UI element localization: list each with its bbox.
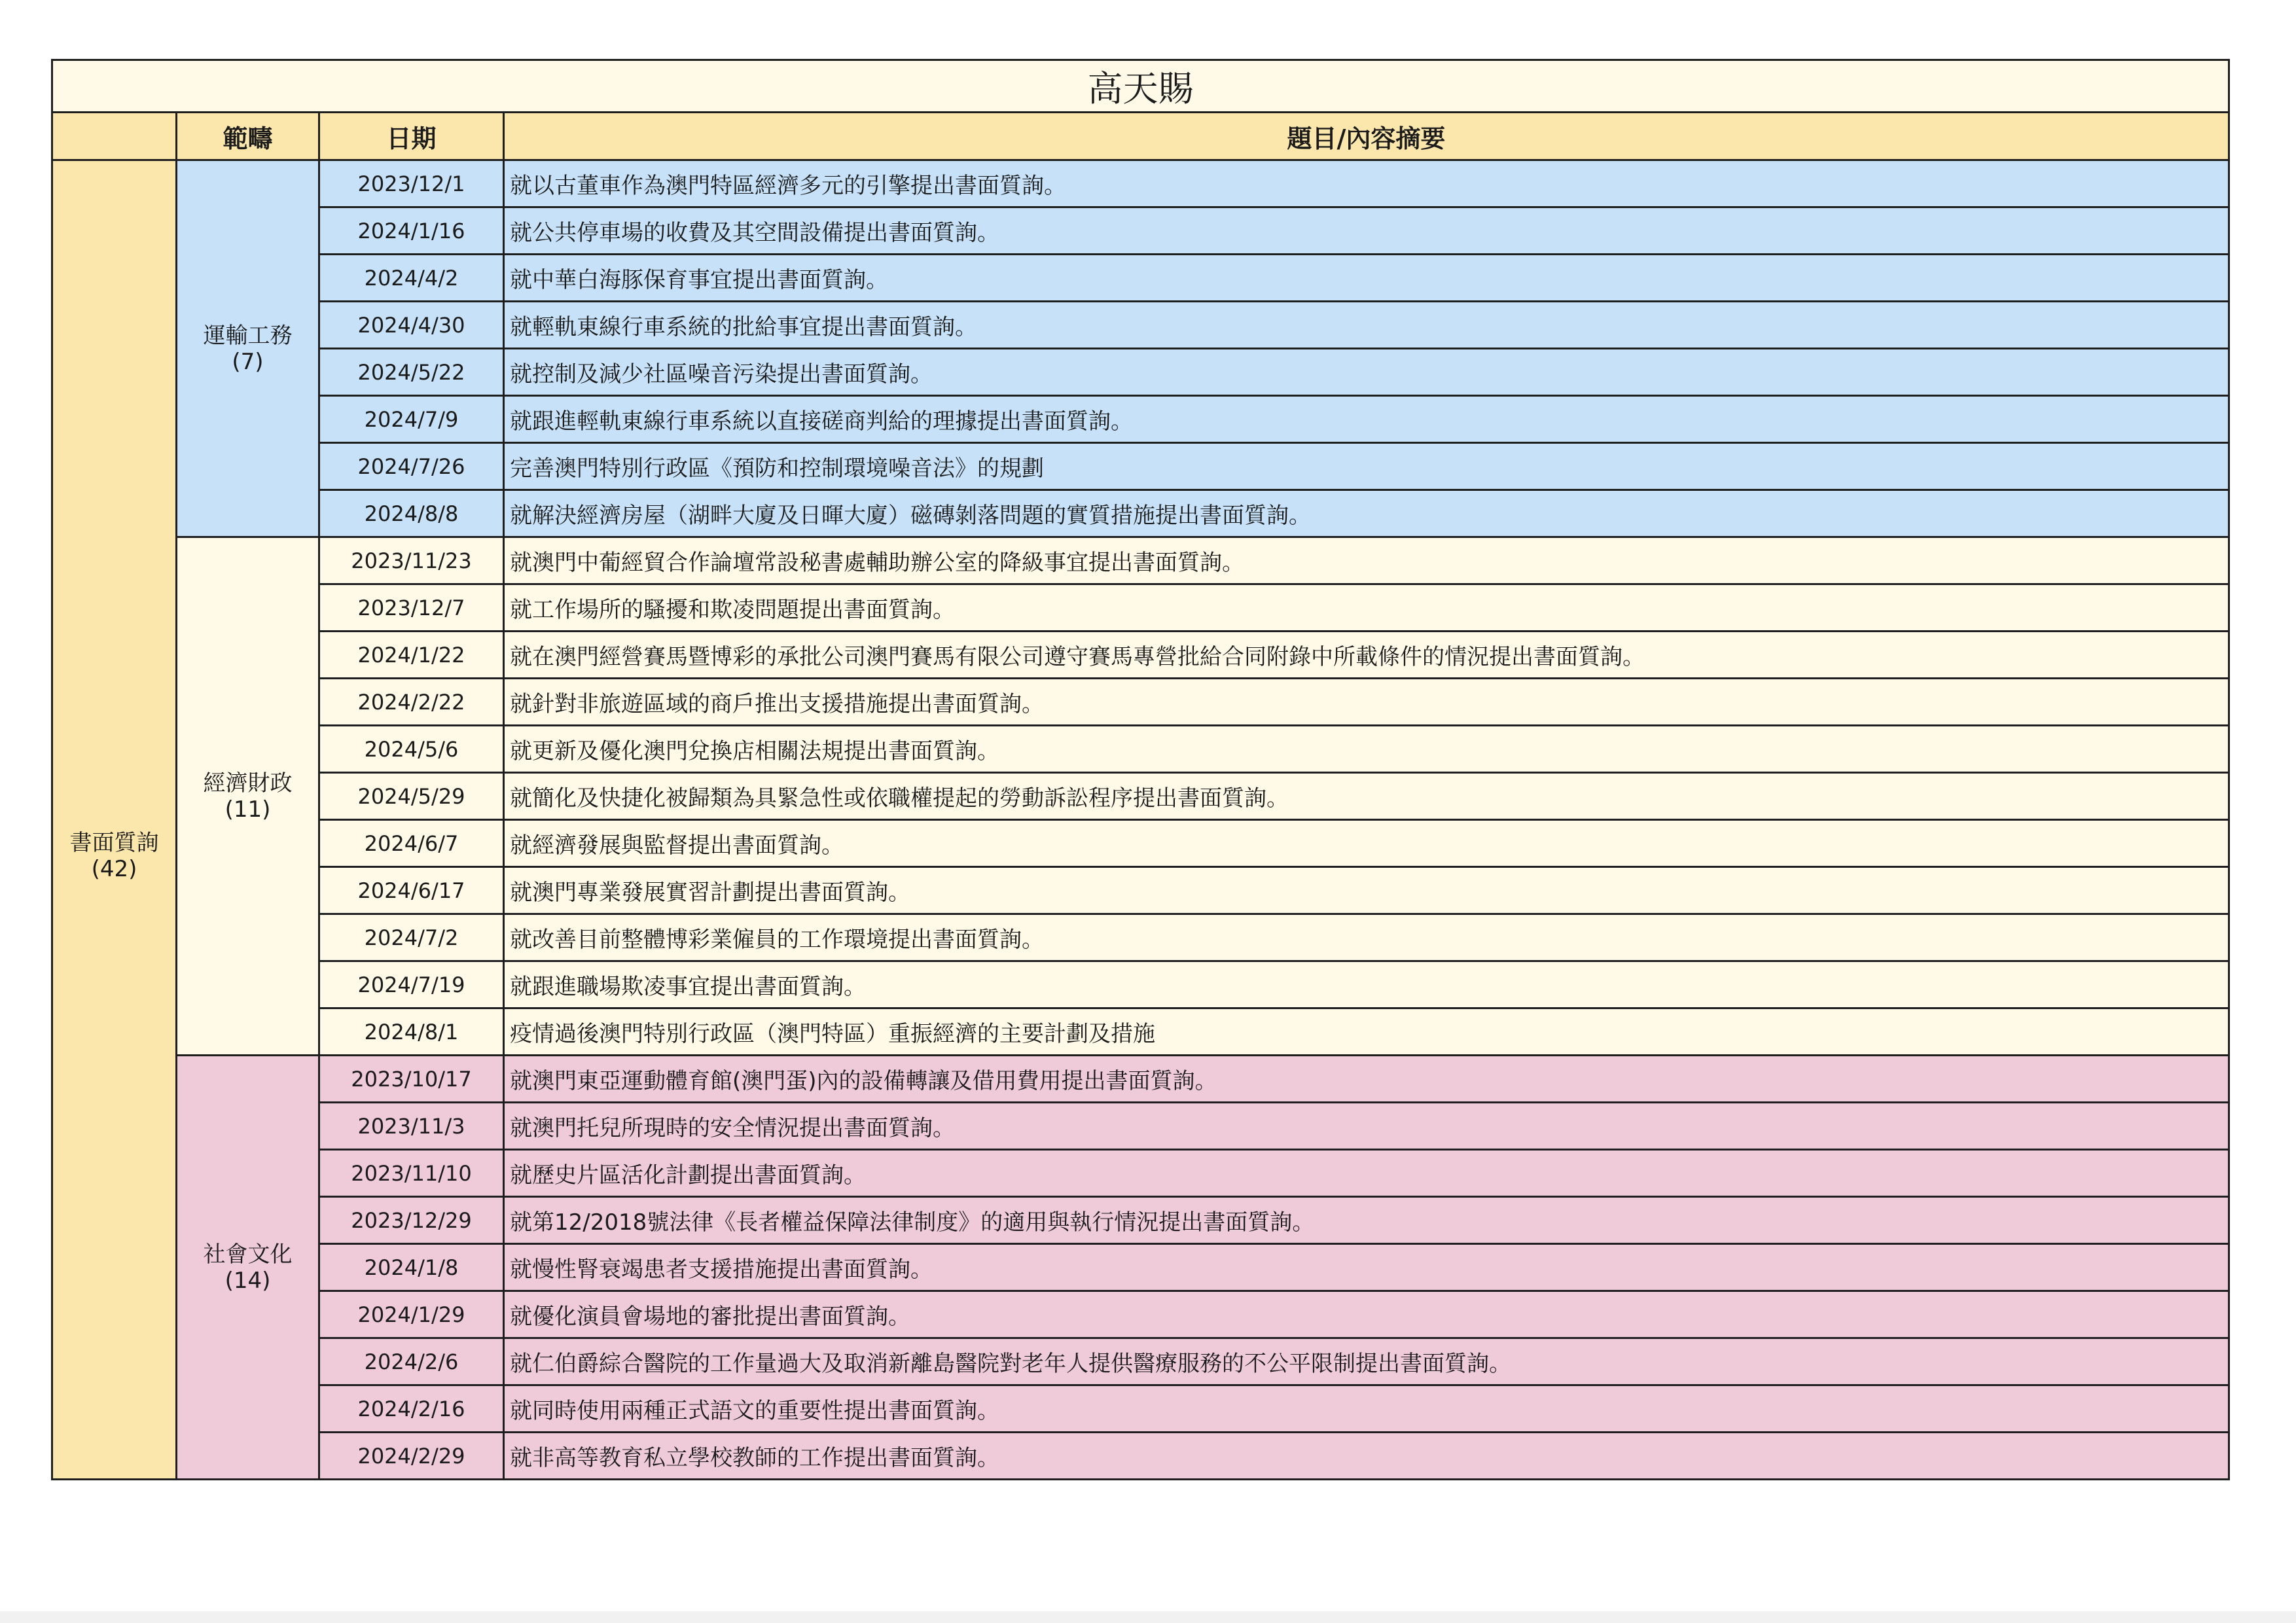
date-cell: 2024/7/19 [319,961,504,1008]
scan-edge [0,1611,2296,1623]
topic-cell: 就解決經濟房屋（湖畔大廈及日暉大廈）磁磚剝落問題的實質措施提出書面質詢。 [504,490,2229,537]
table-row [52,1338,2229,1385]
date-cell: 2024/4/30 [319,302,504,349]
table-row [52,1008,2229,1056]
table-row [52,1291,2229,1338]
header-category [52,113,177,160]
table-row [52,1150,2229,1197]
topic-cell: 就控制及減少社區噪音污染提出書面質詢。 [504,349,2229,396]
table-row [52,537,2229,584]
table-row [52,1056,2229,1103]
topic-cell: 疫情過後澳門特別行政區（澳門特區）重振經濟的主要計劃及措施 [504,1008,2229,1056]
scope-name: 經濟財政 [203,770,293,796]
topic-cell: 就經濟發展與監督提出書面質詢。 [504,820,2229,867]
table-row [52,1244,2229,1291]
table-row [52,867,2229,914]
category-cell [52,160,177,1480]
topic-cell: 就針對非旅遊區域的商戶推出支援措施提出書面質詢。 [504,679,2229,726]
topic-cell: 就中華白海豚保育事宜提出書面質詢。 [504,255,2229,302]
date-cell: 2024/2/16 [319,1385,504,1433]
date-cell: 2024/1/22 [319,632,504,679]
date-cell: 2024/1/16 [319,207,504,255]
scope-count: (7) [232,348,264,375]
topic-cell: 就在澳門經營賽馬暨博彩的承批公司澳門賽馬有限公司遵守賽馬專營批給合同附錄中所載條件的情況提出書面質詢。 [504,632,2229,679]
date-cell: 2024/8/1 [319,1008,504,1056]
header-date: 日期 [319,113,504,160]
date-cell: 2023/11/3 [319,1103,504,1150]
topic-cell: 就跟進職場欺凌事宜提出書面質詢。 [504,961,2229,1008]
date-cell: 2024/5/6 [319,726,504,773]
topic-cell: 就改善目前整體博彩業僱員的工作環境提出書面質詢。 [504,914,2229,961]
topic-cell: 就慢性腎衰竭患者支援措施提出書面質詢。 [504,1244,2229,1291]
date-cell: 2024/7/9 [319,396,504,443]
table-row [52,1433,2229,1480]
topic-cell: 就同時使用兩種正式語文的重要性提出書面質詢。 [504,1385,2229,1433]
topic-cell: 就澳門托兒所現時的安全情況提出書面質詢。 [504,1103,2229,1150]
topic-cell: 就公共停車場的收費及其空間設備提出書面質詢。 [504,207,2229,255]
table-row [52,1385,2229,1433]
header-scope: 範疇 [177,113,319,160]
table-row [52,584,2229,632]
table-row [52,349,2229,396]
header-topic: 題目/內容摘要 [504,113,2229,160]
topic-cell: 就澳門中葡經貿合作論壇常設秘書處輔助辦公室的降級事宜提出書面質詢。 [504,537,2229,584]
table-row [52,632,2229,679]
date-cell: 2024/1/8 [319,1244,504,1291]
date-cell: 2024/2/29 [319,1433,504,1480]
date-cell: 2023/10/17 [319,1056,504,1103]
date-cell: 2024/5/22 [319,349,504,396]
date-cell: 2024/7/26 [319,443,504,490]
table-row [52,914,2229,961]
scope-cell [177,160,319,537]
topic-cell: 就歷史片區活化計劃提出書面質詢。 [504,1150,2229,1197]
date-cell: 2024/2/6 [319,1338,504,1385]
table-row [52,302,2229,349]
table-row [52,396,2229,443]
inquiry-sheet [51,59,2228,1480]
table-row [52,1197,2229,1244]
topic-cell: 就以古董車作為澳門特區經濟多元的引擎提出書面質詢。 [504,160,2229,207]
scope-name: 運輸工務 [203,322,293,349]
topic-cell: 就澳門專業發展實習計劃提出書面質詢。 [504,867,2229,914]
category-count: (42) [91,855,137,882]
scope-count: (11) [224,796,271,823]
table-row [52,207,2229,255]
date-cell: 2024/7/2 [319,914,504,961]
scope-count: (14) [224,1267,271,1294]
category-name: 書面質詢 [69,829,159,856]
date-cell: 2023/12/29 [319,1197,504,1244]
date-cell: 2023/12/1 [319,160,504,207]
scope-name: 社會文化 [203,1241,293,1268]
table-row [52,726,2229,773]
table-row [52,490,2229,537]
date-cell: 2024/6/17 [319,867,504,914]
scope-cell [177,1056,319,1480]
topic-cell: 就優化演員會場地的審批提出書面質詢。 [504,1291,2229,1338]
date-cell: 2023/12/7 [319,584,504,632]
table-row [52,255,2229,302]
table-row [52,160,2229,207]
date-cell: 2024/5/29 [319,773,504,820]
table-row [52,1103,2229,1150]
topic-cell: 就第12/2018號法律《長者權益保障法律制度》的適用與執行情況提出書面質詢。 [504,1197,2229,1244]
page-title: 高天賜 [52,60,2229,113]
date-cell: 2024/6/7 [319,820,504,867]
topic-cell: 就仁伯爵綜合醫院的工作量過大及取消新離島醫院對老年人提供醫療服務的不公平限制提出書面質詢。 [504,1338,2229,1385]
date-cell: 2024/2/22 [319,679,504,726]
topic-cell: 就澳門東亞運動體育館(澳門蛋)內的設備轉讓及借用費用提出書面質詢。 [504,1056,2229,1103]
topic-cell: 就輕軌東線行車系統的批給事宜提出書面質詢。 [504,302,2229,349]
table-row [52,679,2229,726]
table-row [52,820,2229,867]
topic-cell: 就更新及優化澳門兌換店相關法規提出書面質詢。 [504,726,2229,773]
scope-cell [177,537,319,1056]
date-cell: 2024/1/29 [319,1291,504,1338]
date-cell: 2024/8/8 [319,490,504,537]
table-row [52,773,2229,820]
table-row [52,961,2229,1008]
inquiry-table [51,59,2230,1480]
header-row [52,113,2229,160]
topic-cell: 完善澳門特別行政區《預防和控制環境噪音法》的規劃 [504,443,2229,490]
topic-cell: 就非高等教育私立學校教師的工作提出書面質詢。 [504,1433,2229,1480]
date-cell: 2024/4/2 [319,255,504,302]
date-cell: 2023/11/23 [319,537,504,584]
table-row [52,443,2229,490]
topic-cell: 就跟進輕軌東線行車系統以直接磋商判給的理據提出書面質詢。 [504,396,2229,443]
table-body [52,160,2229,1480]
date-cell: 2023/11/10 [319,1150,504,1197]
topic-cell: 就工作場所的騷擾和欺凌問題提出書面質詢。 [504,584,2229,632]
topic-cell: 就簡化及快捷化被歸類為具緊急性或依職權提起的勞動訴訟程序提出書面質詢。 [504,773,2229,820]
